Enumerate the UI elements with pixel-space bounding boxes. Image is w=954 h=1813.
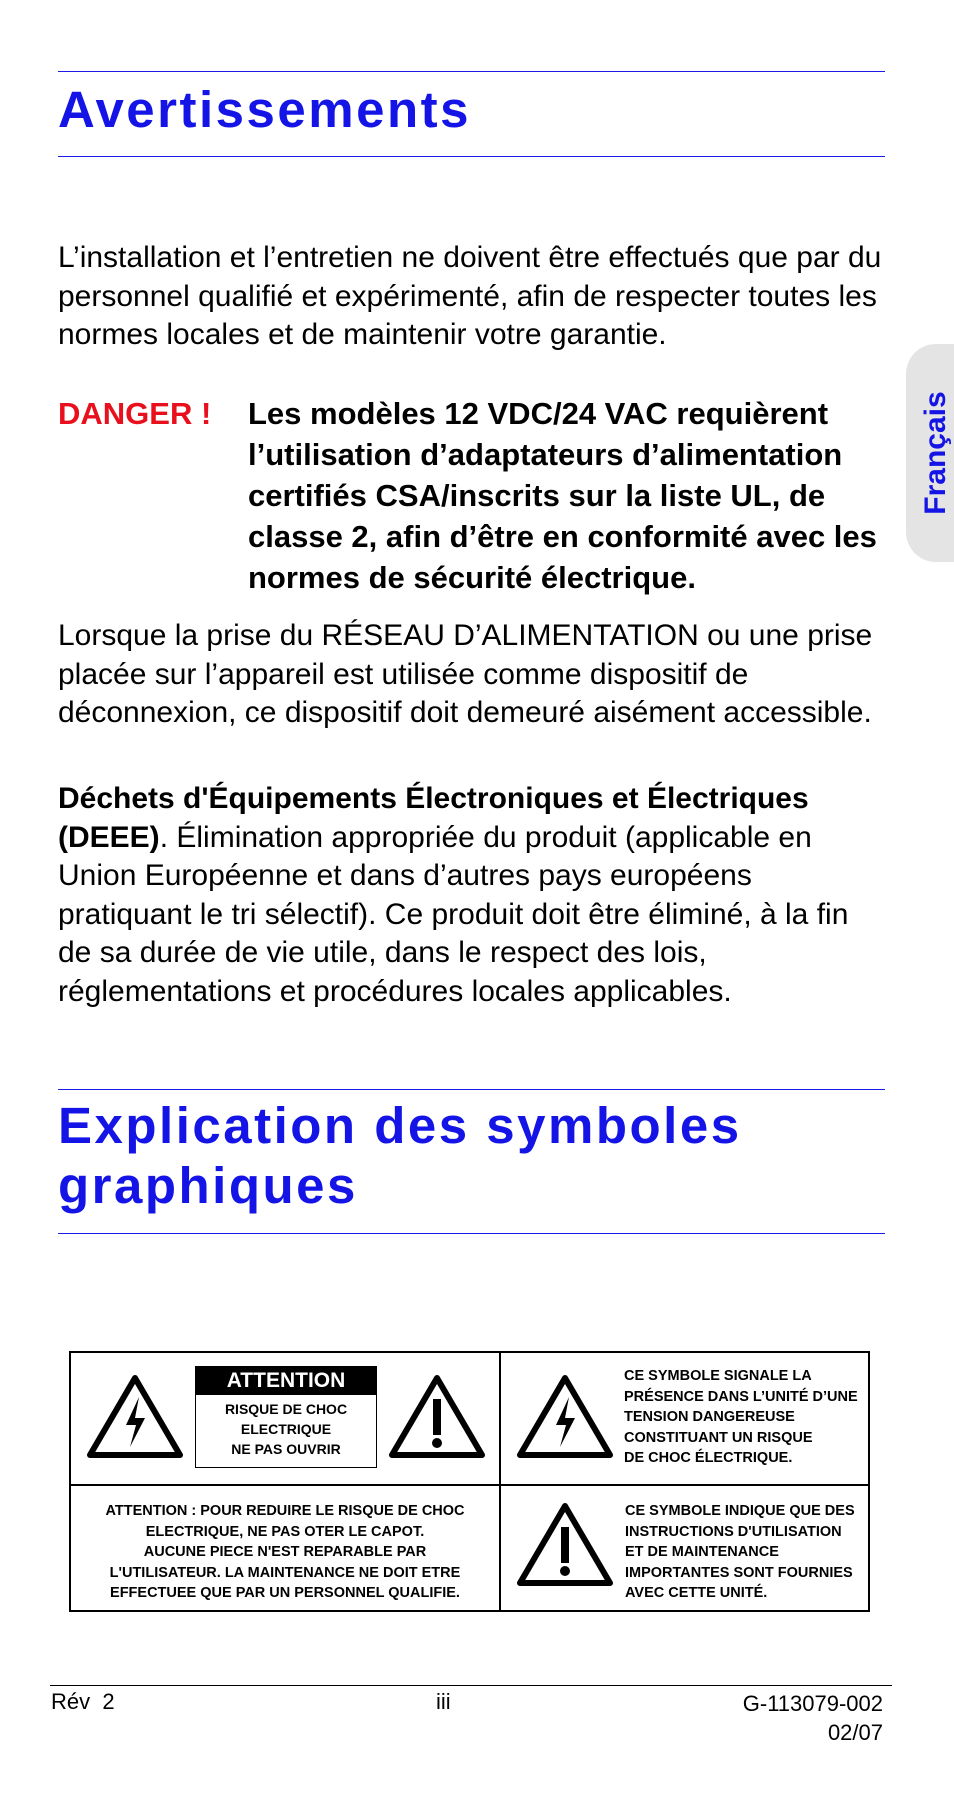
description-line: AVEC CETTE UNITÉ. [625, 1585, 768, 1601]
footer-doc-number: G-113079-002 [742, 1691, 883, 1716]
caution-text [79, 1501, 491, 1604]
description-line: DE CHOC ÉLECTRIQUE. [624, 1450, 793, 1466]
danger-text: Les modèles 12 VDC/24 VAC requièrent l’utilisation d’adaptateurs d’alimentation certifiés CSA/inscrits sur la liste UL, de classe 2, afin d’être en conformité avec les normes de sécurité électrique. [248, 396, 877, 595]
instructions-symbol-description [625, 1501, 871, 1604]
caution-line: ELECTRIQUE, NE PAS OTER LE CAPOT. [145, 1523, 425, 1540]
weee-heading: Déchets d'Équipements Électroniques et Électriques (DEEE) [58, 782, 809, 854]
caution-line: AUCUNE PIECE N'EST REPARABLE PAR [143, 1544, 427, 1560]
section-title-line2: graphiques [58, 1157, 358, 1214]
attention-label-box [195, 1366, 377, 1468]
shock-symbol-description [624, 1366, 874, 1469]
description-line: CONSTITUANT UN RISQUE [624, 1429, 813, 1446]
description-line: IMPORTANTES SONT FOURNIES [625, 1564, 853, 1581]
title-rule-top-2 [58, 1089, 885, 1090]
attention-body [196, 1395, 376, 1459]
title-rule-bottom-2 [58, 1233, 885, 1234]
danger-label: DANGER ! [58, 396, 212, 431]
caution-line: L'UTILISATEUR. LA MAINTENANCE NE DOIT ETRE [109, 1564, 461, 1581]
footer-doc-info [743, 1689, 883, 1747]
lightning-warning-icon [515, 1373, 615, 1461]
footer-revision: Rév 2 [51, 1689, 115, 1714]
section-title-symbols [58, 1096, 742, 1216]
caution-line: ATTENTION : POUR REDUIRE LE RISQUE DE CHOC [105, 1503, 465, 1519]
exclamation-warning-icon [515, 1501, 615, 1589]
language-tab[interactable] [906, 344, 954, 562]
section-title-warnings: Avertissements [58, 81, 471, 138]
attention-line: ELECTRIQUE [240, 1421, 332, 1437]
lightning-warning-icon [85, 1373, 185, 1461]
description-line: CE SYMBOLE SIGNALE LA [624, 1368, 812, 1384]
caution-line: EFFECTUEE QUE PAR UN PERSONNEL QUALIFIE. [110, 1585, 460, 1601]
exclamation-warning-icon [387, 1373, 487, 1461]
language-tab-label: Français [919, 391, 952, 515]
footer-rule [50, 1685, 892, 1686]
section-title-line1: Explication des symboles [58, 1097, 742, 1154]
description-line: CE SYMBOLE INDIQUE QUE DES [625, 1503, 855, 1519]
weee-paragraph [58, 780, 888, 1011]
footer-date: 02/07 [827, 1720, 883, 1745]
title-rule-top [58, 71, 885, 72]
description-line: TENSION DANGEREUSE [624, 1409, 795, 1425]
table-divider-vertical [499, 1353, 501, 1610]
attention-title: ATTENTION [196, 1367, 376, 1395]
table-divider-horizontal [71, 1484, 868, 1486]
mains-paragraph: Lorsque la prise du RÉSEAU D’ALIMENTATION ou une prise placée sur l’appareil est utilisée comme dispositif de déconnexion, ce dispositif doit demeuré aisément accessible. [58, 619, 873, 729]
footer-page-number: iii [436, 1689, 451, 1714]
intro-paragraph: L’installation et l’entretien ne doivent être effectués que par du personnel qualifié et expérimenté, afin de respecter toutes les normes locales et de maintenir votre garantie. [58, 241, 882, 351]
description-line: PRÉSENCE DANS L’UNITÉ D’UNE [624, 1388, 858, 1405]
weee-text: . Élimination appropriée du produit (applicable en Union Européenne et dans d’autres pays européens pratiquant le tri sélectif). Ce produit doit être éliminé, à la fin de sa durée de vie utile, dans le respect des lois, réglementations et procédures locales applicables. [58, 820, 849, 1008]
attention-line: NE PAS OUVRIR [231, 1441, 341, 1457]
description-line: INSTRUCTIONS D'UTILISATION [625, 1523, 842, 1540]
attention-line: RISQUE DE CHOC [224, 1401, 348, 1417]
title-rule-bottom [58, 156, 885, 157]
symbols-table [69, 1351, 870, 1612]
description-line: ET DE MAINTENANCE [625, 1544, 779, 1560]
